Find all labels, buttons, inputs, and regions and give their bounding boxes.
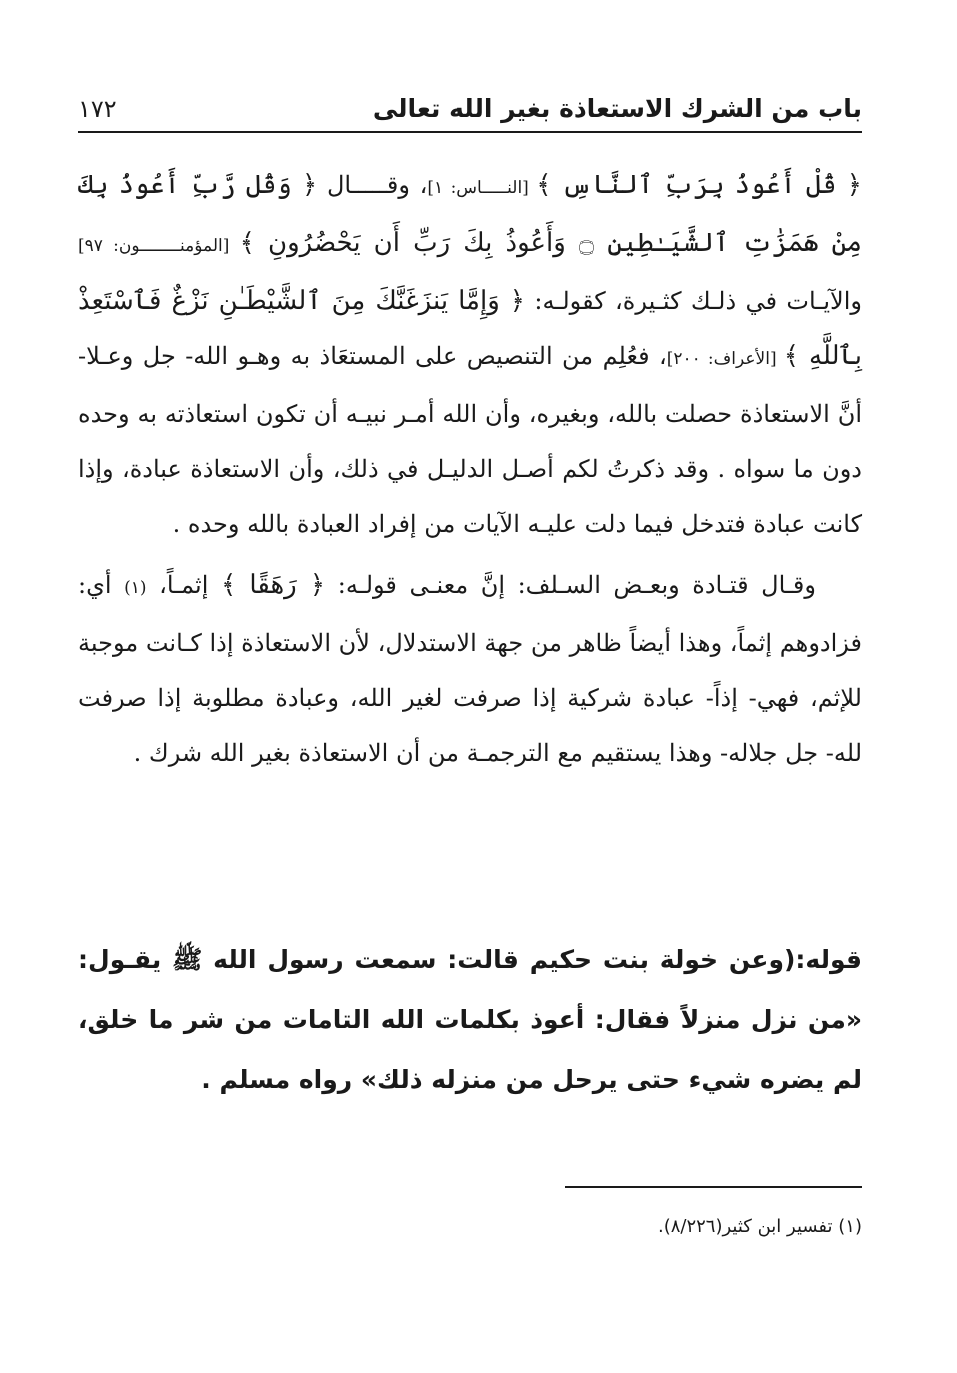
page-header bbox=[78, 92, 862, 132]
paragraph-quranic-evidence bbox=[78, 158, 862, 552]
chapter-title: باب من الشرك الاستعاذة بغير الله تعالى bbox=[372, 94, 862, 123]
body-segment: والآيـات في ذلـك كثـيرة، كقولـه: bbox=[525, 287, 862, 315]
hadith-quotation: قوله:(وعن خولة بنت حكيم قالت: سمعت رسول الله ﷺ يقـول: «من نزل منزلاً فقال: أعوذ بكلمات الله التامات من شر ما خلق، لم يضره شيء حتى يرحل من منزله ذلك» رواه مسلم . bbox=[78, 945, 862, 1094]
paragraph-qatada-commentary bbox=[78, 558, 862, 781]
quran-quote: ﴿ رَهَقًا ﴾ bbox=[220, 570, 326, 600]
body-segment: ، فعُلِم من التنصيص على المستعَاذ به وهـو الله- جل وعـلا- أنَّ الاستعاذة حصلت بالله، وبغيره، وأن الله أمـر نبيـه أن تكون استعاذته به وحده دون ما سواه . وقد ذكرتُ لكم أصـل الدليـل في ذلك، وأن الاستعاذة عبادة، وإذا كانت عبادة فتدخل فيما دلت عليـه الآيات من إفراد العبادة بالله وحده . bbox=[78, 342, 862, 538]
page-number: ١٧٢ bbox=[78, 95, 117, 123]
footnote-divider bbox=[565, 1186, 862, 1188]
quran-quote: ﴿ وَإِمَّا يَنزَغَنَّكَ مِنَ ٱلشَّيْطَـٰنِ نَزْغٌ فَٱسْتَعِذْ بِٱللَّهِ ﴾ bbox=[78, 286, 862, 371]
verse-citation: [الأعراف: ٢٠٠] bbox=[666, 349, 784, 369]
quran-quote: ﴿ قُلْ أَعُوذُ بِرَبِّ ٱلنَّاسِ ﴾ bbox=[536, 170, 862, 200]
verse-citation: [المؤمنــــــــون: ٩٧] bbox=[78, 236, 240, 256]
body-segment: ، وقـــــال bbox=[317, 171, 428, 199]
body-segment: إثمـاً، bbox=[146, 571, 221, 599]
footnote: (١) تفسير ابن كثير(٨/٢٢٦). bbox=[657, 1216, 862, 1237]
body-segment: أي: فزادوهم إثماً، وهذا أيضاً ظاهر من جهة الاستدلال، لأن الاستعاذة إذا كـانت موجبة للإثم، فهي- إذاً- عبادة شركية إذا صرفت لغير الله، وعبادة مطلوبة إذا صرفت لله- جل جلاله- وهذا يستقيم مع الترجمـة من أن الاستعاذة بغير الله شرك . bbox=[78, 571, 862, 767]
quran-quote: ﴿ وَقُل رَّبِّ أَعُوذُ بِكَ مِنْ هَمَزَٰتِ ٱلشَّيَـٰطِينِ ۝ وَأَعُوذُ بِكَ رَبِّ أَن يَحْضُرُونِ ﴾ bbox=[78, 170, 863, 258]
header-divider bbox=[78, 131, 862, 133]
verse-citation: (١) bbox=[124, 578, 147, 598]
body-text bbox=[78, 158, 862, 781]
body-segment: وقـال قتـادة وبعـض السـلف: إنَّ معنـى قولـه: bbox=[325, 571, 816, 599]
verse-citation: [النـــــاس: ١] bbox=[427, 178, 537, 198]
